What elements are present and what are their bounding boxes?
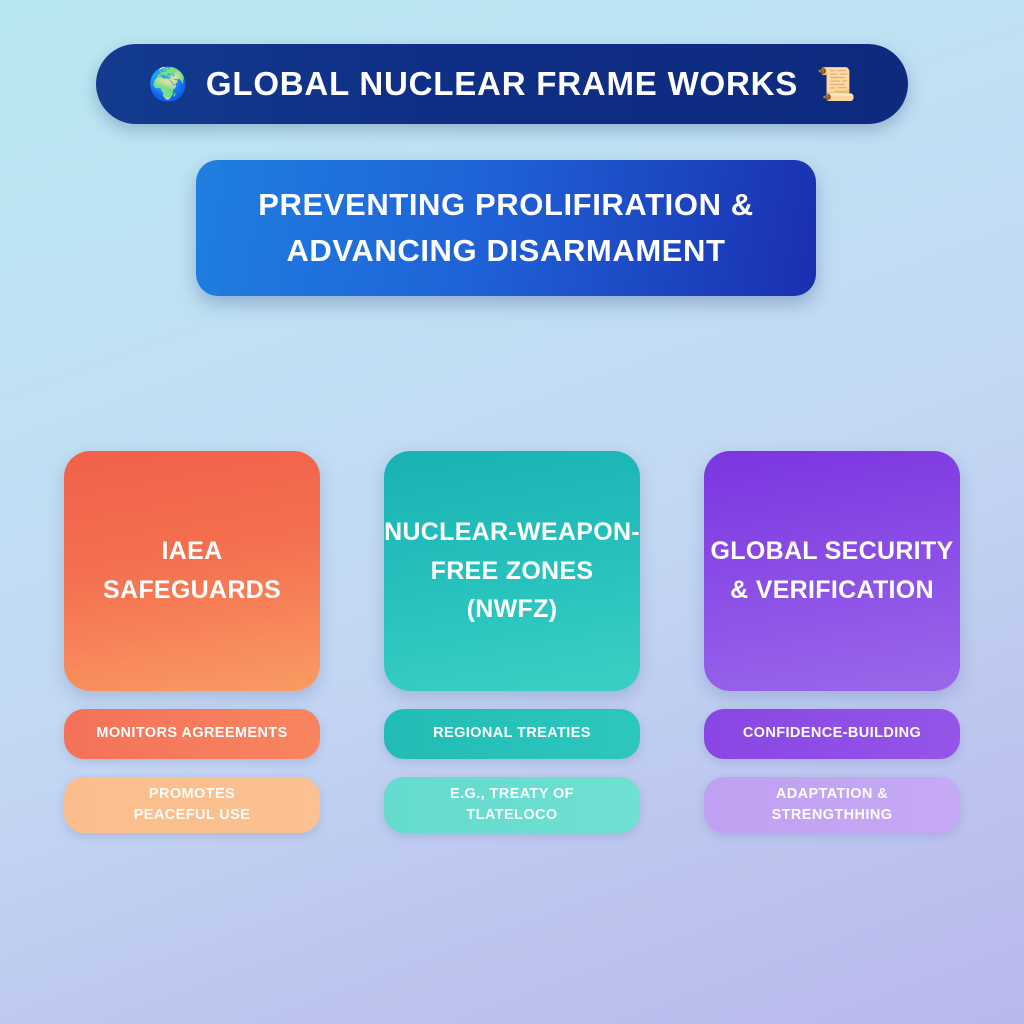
pillar-chip-primary[interactable] xyxy=(384,709,640,759)
subtitle-banner xyxy=(196,160,816,296)
pillar-card-title-line: IAEA xyxy=(161,537,223,566)
pillar-chip-primary[interactable] xyxy=(64,709,320,759)
header-banner xyxy=(96,44,908,124)
pillar-chip-primary[interactable] xyxy=(704,709,960,759)
pillar-chip-secondary[interactable] xyxy=(64,777,320,833)
subtitle-line-1: PREVENTING PROLIFIRATION & xyxy=(258,186,754,222)
pillar-card-nuclear-weapon-free-zones[interactable] xyxy=(384,451,640,691)
pillar-chip-secondary[interactable] xyxy=(704,777,960,833)
pillar-column-global-security-verification xyxy=(704,451,960,833)
page-title: GLOBAL NUCLEAR FRAME WORKS xyxy=(205,65,799,102)
chip-label-line: STRENGTHHING xyxy=(771,807,893,823)
subtitle-line-2: ADVANCING DISARMAMENT xyxy=(286,233,726,268)
chip-label: REGIONAL TREATIES xyxy=(433,725,591,742)
pillar-card-title xyxy=(384,513,640,629)
pillar-column-iaea-safeguards xyxy=(64,451,320,833)
pillar-card-global-security-verification[interactable] xyxy=(704,451,960,691)
chip-label-line: TLATELOCO xyxy=(466,807,558,823)
chip-label-line: PEACEFUL USE xyxy=(133,807,251,823)
scroll-document-icon: 📜 xyxy=(816,66,856,102)
chip-label: CONFIDENCE-BUILDING xyxy=(742,725,922,742)
pillar-card-title-line: (NWFZ) xyxy=(466,595,558,624)
pillar-columns xyxy=(64,451,960,833)
chip-label xyxy=(772,784,893,826)
pillar-chip-secondary[interactable] xyxy=(384,777,640,833)
pillar-card-title-line: GLOBAL SECURITY xyxy=(710,537,954,566)
pillar-card-title-line: NUCLEAR-WEAPON- xyxy=(384,517,640,546)
pillar-card-title-line: SAFEGUARDS xyxy=(102,576,281,604)
pillar-card-title xyxy=(103,532,281,610)
pillar-card-iaea-safeguards[interactable] xyxy=(64,451,320,691)
chip-label-line: PROMOTES xyxy=(148,785,236,802)
chip-label xyxy=(134,784,251,826)
chip-label-line: E.G., TREATY OF xyxy=(450,785,574,802)
globe-icon: 🌍 xyxy=(148,66,188,102)
pillar-card-title-line: & VERIFICATION xyxy=(730,576,934,604)
chip-label xyxy=(450,784,574,826)
pillar-card-title-line: FREE ZONES xyxy=(430,556,594,585)
chip-label: MONITORS AGREEMENTS xyxy=(96,725,288,742)
chip-label-line: ADAPTATION & xyxy=(775,785,889,802)
pillar-column-nuclear-weapon-free-zones xyxy=(384,451,640,833)
pillar-card-title xyxy=(711,532,954,610)
